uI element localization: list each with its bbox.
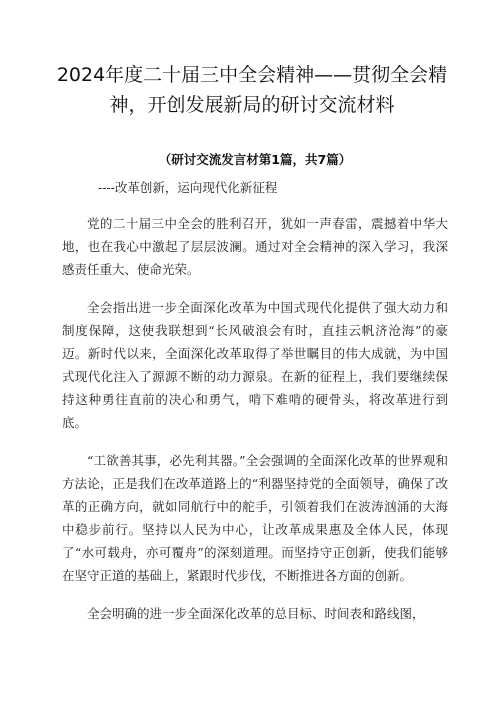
document-lead-line: ----改革创新，运向现代化新征程	[98, 180, 278, 195]
paragraph-3: “工欲善其事，必先利其器。”全会强调的全面深化改革的世界观和方法论，正是我们在改革道路上的“利器坚持党的全面领导，确保了改革的正确方向，就如同航行中的舵手，引领着我们在波涛汹涌的大海中稳步前行。坚持以人民为中心，让改革成果惠及全体人民，体现了“水可载舟，亦可覆舟”的深刻道理。而坚持守正创新，使我们能够在坚守正道的基础上，紧跟时代步伐，不断推进各方面的创新。	[62, 453, 448, 583]
paragraph-2: 全会指出进一步全面深化改革为中国式现代化提供了强大动力和制度保障，这使我联想到“长风破浪会有时，直挂云帆济沧海”的豪迈。新时代以来，全面深化改革取得了举世瞩目的伟大成就，为中国式现代化注入了源源不断的动力源泉。在新的征程上，我们要继续保持这种勇往直前的决心和勇气，啃下难啃的硬骨头，将改革进行到底。	[62, 300, 448, 430]
document-subtitle: （研讨交流发言材第1篇，共7篇）	[158, 152, 352, 167]
document-title: 2024年度二十届三中全会精神——贯彻全会精神，开创发展新局的研讨交流材料	[56, 64, 448, 116]
paragraph-1: 党的二十届三中全会的胜利召开，犹如一声春雷，震撼着中华大地，也在我心中激起了层层波澜。通过对全会精神的深入学习，我深感责任重大、使命光荣。	[62, 216, 448, 277]
paragraph-4: 全会明确的进一步全面深化改革的总目标、时间表和路线图，	[87, 606, 425, 621]
